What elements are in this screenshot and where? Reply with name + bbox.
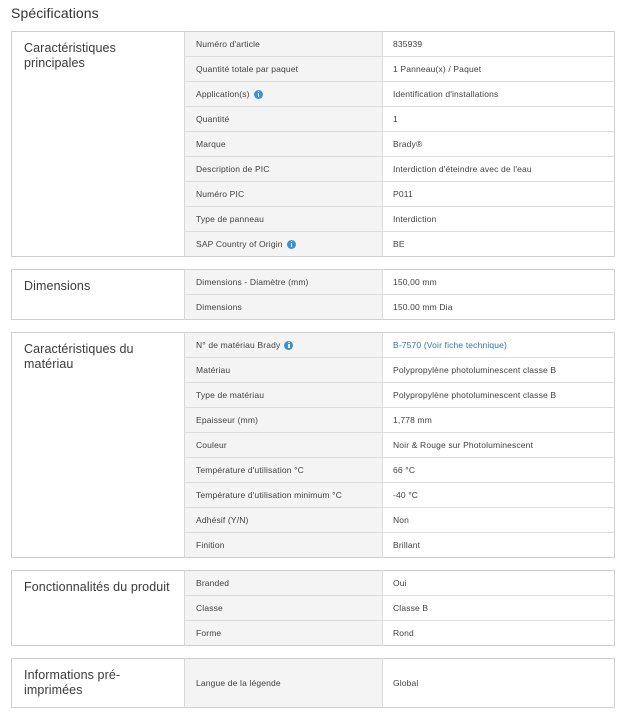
page-title: Spécifications <box>11 5 99 21</box>
spec-attribute-label-text: Dimensions - Diamètre (mm) <box>196 277 309 287</box>
spec-attribute-label-wrap <box>196 439 227 451</box>
spec-section-heading: Informations pré-imprimées <box>12 659 185 708</box>
spec-attribute-value <box>383 433 615 458</box>
spec-attribute-value <box>383 132 615 157</box>
spec-section-heading: Caractéristiques principales <box>12 32 185 257</box>
spec-attribute-value <box>383 82 615 107</box>
spec-attribute-label <box>185 32 383 57</box>
spec-attribute-value-text: Non <box>393 515 410 525</box>
spec-attribute-label <box>185 57 383 82</box>
spec-attribute-value <box>383 295 615 320</box>
spec-attribute-label <box>185 508 383 533</box>
spec-attribute-label <box>185 82 383 107</box>
spec-row <box>12 659 615 708</box>
spec-row <box>12 32 615 57</box>
spec-attribute-label-text: Dimensions <box>196 302 242 312</box>
spec-attribute-label <box>185 107 383 132</box>
spec-attribute-value-text: Polypropylène photoluminescent classe B <box>393 390 557 400</box>
spec-attribute-label-text: Type de matériau <box>196 390 265 400</box>
spec-attribute-value <box>383 358 615 383</box>
spec-section <box>11 332 615 558</box>
spec-attribute-value <box>383 483 615 508</box>
spec-attribute-label-wrap <box>196 464 304 476</box>
spec-attribute-label-text: Quantité <box>196 114 230 124</box>
spec-row <box>12 571 615 596</box>
spec-attribute-value-text: Polypropylène photoluminescent classe B <box>393 365 557 375</box>
material-datasheet-link[interactable]: B-7570 (Voir fiche technique) <box>393 340 507 350</box>
spec-attribute-value <box>383 57 615 82</box>
spec-attribute-value-text: Oui <box>393 578 407 588</box>
spec-attribute-label-text: Matériau <box>196 365 231 375</box>
spec-attribute-value <box>383 232 615 257</box>
spec-attribute-label <box>185 433 383 458</box>
spec-attribute-value-text: 1 <box>393 114 398 124</box>
spec-attribute-label-wrap <box>196 88 263 100</box>
spec-attribute-label-text: Langue de la légende <box>196 678 281 688</box>
spec-attribute-label-wrap <box>196 539 225 551</box>
spec-attribute-value <box>383 659 615 708</box>
spec-section <box>11 31 615 257</box>
spec-attribute-value-text: Interdiction <box>393 214 437 224</box>
spec-attribute-label <box>185 458 383 483</box>
spec-attribute-value <box>383 408 615 433</box>
spec-attribute-value-text: -40 °C <box>393 490 419 500</box>
spec-attribute-label <box>185 132 383 157</box>
spec-attribute-label-wrap <box>196 677 281 689</box>
spec-attribute-label <box>185 596 383 621</box>
spec-attribute-value <box>383 571 615 596</box>
spec-attribute-value <box>383 533 615 558</box>
spec-attribute-value <box>383 107 615 132</box>
spec-attribute-value-text: P011 <box>393 189 413 199</box>
spec-attribute-label-wrap <box>196 364 230 376</box>
spec-attribute-label-wrap <box>196 577 229 589</box>
spec-attribute-label-text: Finition <box>196 540 225 550</box>
spec-attribute-value <box>383 621 615 646</box>
spec-section-heading: Caractéristiques du matériau <box>12 333 185 558</box>
spec-attribute-label-text: Numéro PIC <box>196 189 245 199</box>
spec-attribute-value <box>383 207 615 232</box>
spec-section <box>11 658 615 708</box>
spec-attribute-label <box>185 358 383 383</box>
spec-attribute-value-text: 1,778 mm <box>393 415 432 425</box>
spec-attribute-label-wrap <box>196 138 226 150</box>
spec-attribute-value <box>383 270 615 295</box>
spec-attribute-label-wrap <box>196 163 270 175</box>
spec-attribute-label-wrap <box>196 339 293 351</box>
spec-attribute-value-text: Identification d'installations <box>393 89 499 99</box>
spec-attribute-label-text: Marque <box>196 139 226 149</box>
spec-attribute-label-wrap <box>196 238 296 250</box>
spec-attribute-label <box>185 621 383 646</box>
spec-attribute-label-wrap <box>196 213 264 225</box>
spec-attribute-label-wrap <box>196 276 309 288</box>
spec-attribute-value-text: Brillant <box>393 540 421 550</box>
spec-attribute-label <box>185 408 383 433</box>
spec-attribute-label-wrap <box>196 602 223 614</box>
spec-attribute-value <box>383 182 615 207</box>
spec-attribute-label <box>185 157 383 182</box>
spec-attribute-value-text: Rond <box>393 628 414 638</box>
spec-row <box>12 333 615 358</box>
spec-section-heading: Fonctionnalités du produit <box>12 571 185 646</box>
spec-attribute-value-text: Global <box>393 678 419 688</box>
spec-attribute-label-wrap <box>196 514 249 526</box>
spec-attribute-value-text: 835939 <box>393 39 423 49</box>
info-icon[interactable] <box>254 90 263 99</box>
spec-attribute-value-text: Noir & Rouge sur Photoluminescent <box>393 440 534 450</box>
spec-attribute-label-text: N° de matériau Brady <box>196 340 281 350</box>
spec-row <box>12 270 615 295</box>
spec-attribute-label-wrap <box>196 301 242 313</box>
specifications-list <box>0 31 625 708</box>
spec-attribute-label-text: Branded <box>196 578 230 588</box>
spec-attribute-label-text: Température d'utilisation °C <box>196 465 304 475</box>
spec-attribute-value <box>383 333 615 358</box>
spec-attribute-label-wrap <box>196 414 258 426</box>
spec-attribute-value <box>383 596 615 621</box>
bottom-spacer <box>0 720 625 726</box>
spec-attribute-label-text: Epaisseur (mm) <box>196 415 259 425</box>
spec-attribute-label-text: Numéro d'article <box>196 39 261 49</box>
spec-attribute-label-text: Température d'utilisation minimum °C <box>196 490 342 500</box>
spec-attribute-label <box>185 483 383 508</box>
spec-attribute-label-text: SAP Country of Origin <box>196 239 283 249</box>
spec-attribute-label-wrap <box>196 113 229 125</box>
spec-attribute-label <box>185 232 383 257</box>
spec-attribute-label-wrap <box>196 38 260 50</box>
spec-attribute-value <box>383 157 615 182</box>
spec-attribute-label <box>185 533 383 558</box>
spec-attribute-label-wrap <box>196 489 342 501</box>
spec-attribute-label <box>185 182 383 207</box>
spec-attribute-value-text: 150,00 mm <box>393 277 437 287</box>
spec-attribute-label-wrap <box>196 63 298 75</box>
spec-attribute-label-text: Adhésif (Y/N) <box>196 515 249 525</box>
spec-attribute-label <box>185 333 383 358</box>
spec-attribute-value-text: Classe B <box>393 603 429 613</box>
spec-attribute-label <box>185 659 383 708</box>
spec-attribute-label-text: Application(s) <box>196 89 250 99</box>
spec-attribute-label <box>185 571 383 596</box>
spec-attribute-label-wrap <box>196 188 244 200</box>
spec-attribute-label <box>185 295 383 320</box>
spec-attribute-label-wrap <box>196 627 221 639</box>
spec-attribute-value-text: Brady® <box>393 139 423 149</box>
spec-section <box>11 269 615 320</box>
spec-attribute-value-text: 1 Panneau(x) / Paquet <box>393 64 482 74</box>
spec-attribute-value <box>383 32 615 57</box>
spec-attribute-label-text: Quantité totale par paquet <box>196 64 299 74</box>
spec-attribute-label-text: Type de panneau <box>196 214 264 224</box>
spec-attribute-value-text: 66 °C <box>393 465 416 475</box>
spec-attribute-label-text: Couleur <box>196 440 227 450</box>
spec-attribute-value-text: Interdiction d'éteindre avec de l'eau <box>393 164 532 174</box>
spec-attribute-label-wrap <box>196 389 264 401</box>
spec-attribute-label-text: Classe <box>196 603 223 613</box>
spec-attribute-label-text: Forme <box>196 628 222 638</box>
spec-attribute-label <box>185 383 383 408</box>
spec-attribute-label <box>185 270 383 295</box>
spec-attribute-value <box>383 508 615 533</box>
spec-attribute-value-text: BE <box>393 239 405 249</box>
info-icon[interactable] <box>284 341 293 350</box>
info-icon[interactable] <box>287 240 296 249</box>
spec-attribute-value <box>383 383 615 408</box>
spec-section-heading: Dimensions <box>12 270 185 320</box>
spec-attribute-label-text: Description de PIC <box>196 164 270 174</box>
spec-attribute-value-text: 150.00 mm Dia <box>393 302 453 312</box>
spec-attribute-label <box>185 207 383 232</box>
spec-attribute-value <box>383 458 615 483</box>
